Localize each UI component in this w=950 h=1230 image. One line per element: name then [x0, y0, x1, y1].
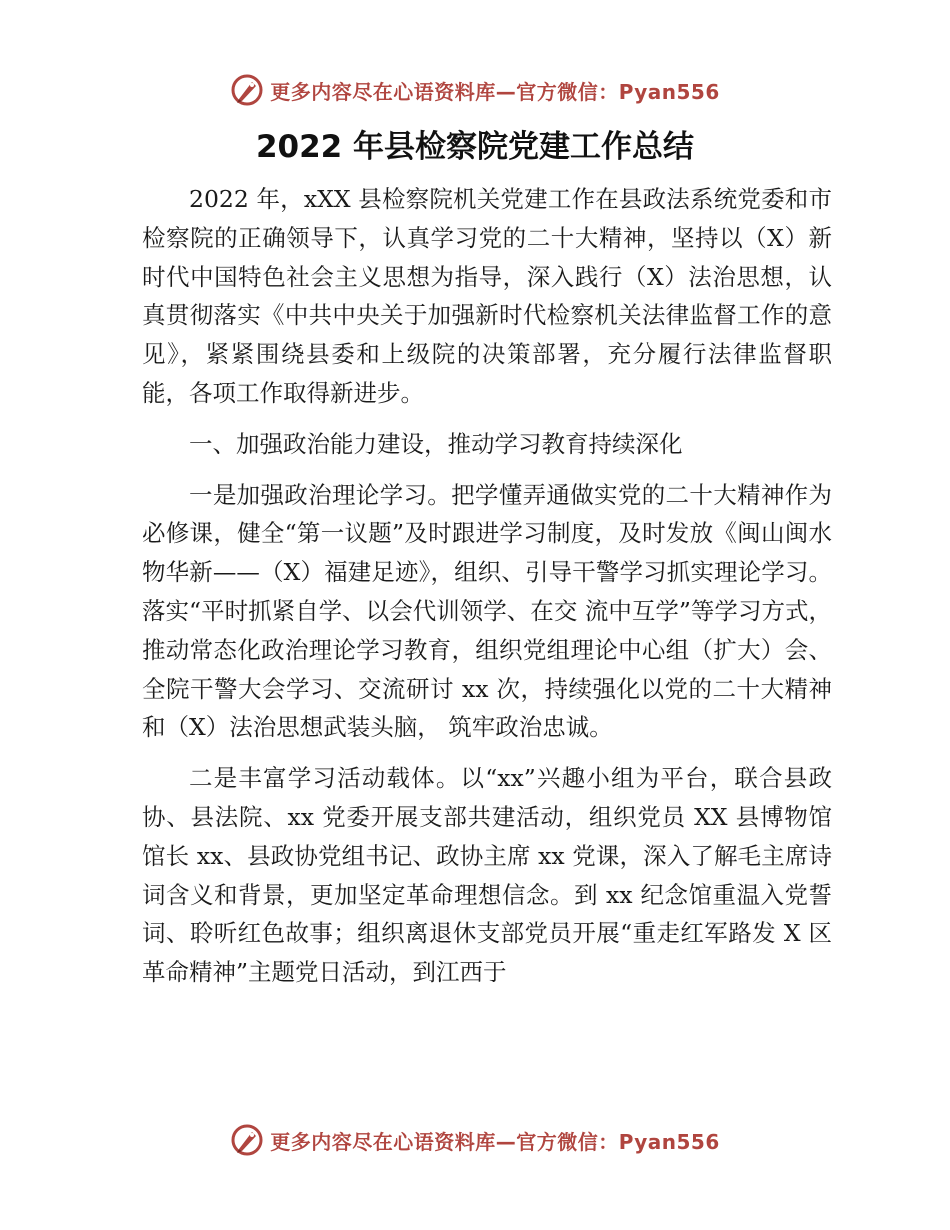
header-watermark: [0, 70, 950, 110]
document-title: 2022 年县检察院党建工作总结: [255, 129, 695, 165]
footer-watermark: [0, 1120, 950, 1160]
watermark-text: 更多内容尽在心语资料库—官方微信：Pyan556: [270, 79, 720, 104]
paragraph: 一是加强政治理论学习。把学懂弄通做实党的二十大精神作为必修课，健全“第一议题”及时跟进学习制度，及时发放《闽山闽水物华新——（X）福建足迹》，组织、引导干警学习抓实理论学习。落实“平时抓紧自学、以会代训领学、在交 流中互学”等学习方式，推动常态化政治理论学习教育，组织党组理论中心组（扩大）会、全院干警大会学习、交流研讨 xx 次，持续强化以党的二十大精神和（X）法治思想武装头脑， 筑牢政治忠诚。: [142, 480, 832, 742]
section-heading: 一、加强政治能力建设，推动学习教育持续深化: [189, 429, 683, 458]
pen-nib-logo-icon: [230, 1123, 264, 1157]
watermark-text: 更多内容尽在心语资料库—官方微信：Pyan556: [270, 1129, 720, 1154]
document-body: [142, 180, 832, 1004]
pen-nib-logo-icon: [230, 73, 264, 107]
paragraph: 二是丰富学习活动载体。以“xx”兴趣小组为平台，联合县政协、县法院、xx 党委开展支部共建活动，组织党员 XX 县博物馆馆长 xx、县政协党组书记、政协主席 xx 党课，深入了解毛主席诗词含义和背景，更加坚定革命理想信念。到 xx 纪念馆重温入党誓词、聆听红色故事；组织离退休支部党员开展“重走红军路发 X 区革命精神”主题党日活动，到江西于: [142, 764, 832, 987]
paragraph: 2022 年，xXX 县检察院机关党建工作在县政法系统党委和市检察院的正确领导下，认真学习党的二十大精神，坚持以（X）新时代中国特色社会主义思想为指导，深入践行（X）法治思想，认真贯彻落实《中共中央关于加强新时代检察机关法律监督工作的意见》，紧紧围绕县委和上级院的决策部署，充分履行法律监督职能，各项工作取得新进步。: [142, 185, 832, 407]
